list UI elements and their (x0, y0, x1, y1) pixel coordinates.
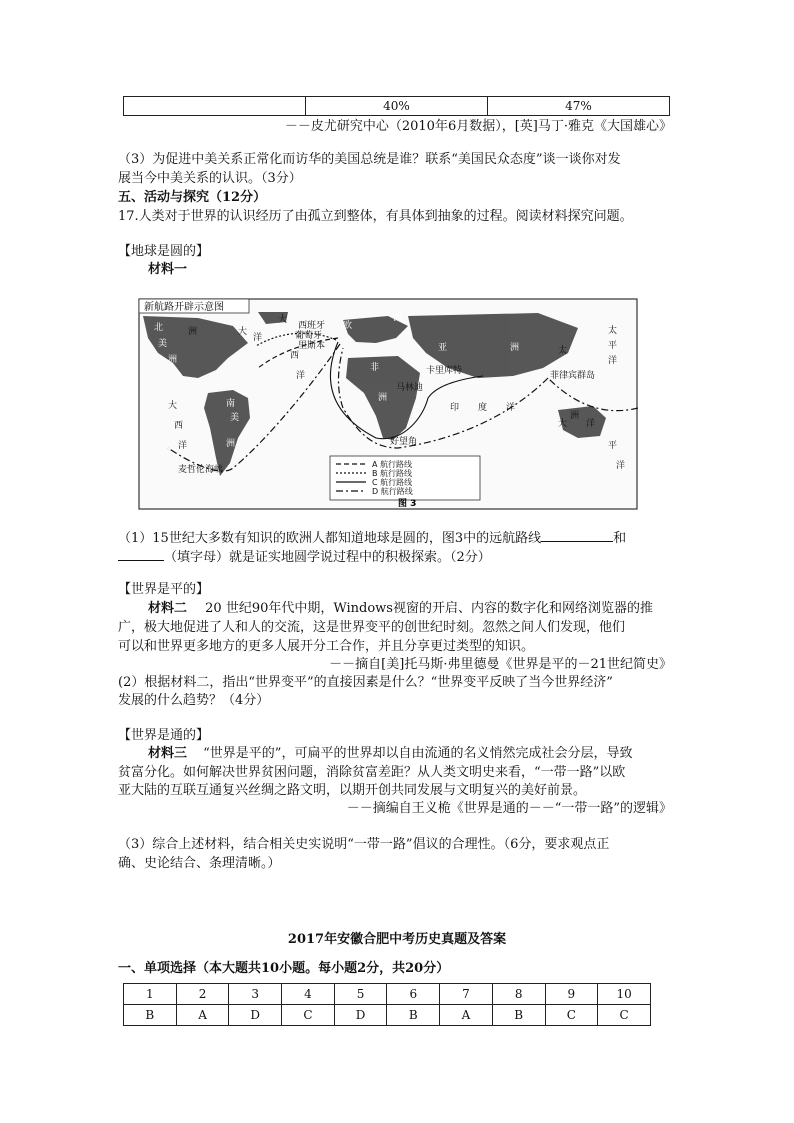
table-cell: C (598, 1005, 651, 1026)
map-label: 大 (168, 401, 178, 411)
table-cell: A (176, 1005, 229, 1026)
map-title: 新航路开辟示意图 (144, 302, 224, 313)
map-label: 洋 (608, 356, 618, 366)
table-cell: 7 (440, 984, 493, 1005)
map-label: 葡萄牙 (295, 331, 323, 341)
material-3-text: “世界是平的”，可扁平的世界却以自由流通的名义悄然完成社会分层，导致 (203, 746, 633, 761)
table-cell: 1 (124, 984, 177, 1005)
question-3-line1: （3）为促进中美关系正常化而访华的美国总统是谁？联系“美国民众态度”谈一谈你对发 (118, 152, 621, 167)
question-3b-line2: 确、史论结合、条理清晰。） (118, 856, 281, 871)
material-2-line2: 广，极大地促进了人和人的交流，这是世界变平的创世纪时刻。忽然之间人们发现，他们 (118, 620, 626, 635)
question-17: 17.人类对于世界的认识经历了由孤立到整体，有具体到抽象的过程。阅读材料探究问题。 (118, 209, 633, 224)
material-2-label: 材料二 (148, 601, 188, 616)
legend-c: C 航行路线 (372, 478, 413, 487)
map-label: 麦哲伦海峡 (178, 465, 224, 475)
material-2-source: －－摘自[美]托马斯·弗里德曼《世界是平的－21世纪简史》 (329, 657, 672, 672)
legend-d: D 航行路线 (372, 487, 413, 496)
map-label: 洋 (253, 333, 263, 343)
answer-blank-2[interactable] (118, 546, 164, 561)
table-cell: 47% (488, 97, 670, 116)
question-1-text-b: 和 (613, 531, 627, 546)
map-label: 西 (174, 421, 184, 431)
table-cell: 6 (387, 984, 440, 1005)
answer-table (123, 983, 651, 1026)
question-2-line1: (2）根据材料二，指出“世界变平”的直接因素是什么？“世界变平反映了当今世界经济” (118, 675, 613, 690)
table-cell: D (334, 1005, 387, 1026)
subheading-connected: 【世界是通的】 (118, 728, 210, 743)
subheading-flat: 【世界是平的】 (118, 582, 210, 597)
table-cell: 3 (229, 984, 282, 1005)
answer-title: 2017年安徽合肥中考历史真题及答案 (287, 932, 507, 947)
table-cell: B (492, 1005, 545, 1026)
question-3b-line1: （3）综合上述材料，结合相关史实说明“一带一路”倡议的合理性。（6分，要求观点正 (118, 837, 610, 852)
table-cell: 9 (545, 984, 598, 1005)
table-cell: 5 (334, 984, 387, 1005)
map-label: 洲 (393, 313, 403, 323)
map-label: 好望角 (390, 437, 418, 447)
map-label: 亚 (438, 343, 448, 353)
section-heading: 五、活动与探究（12分） (118, 190, 267, 205)
question-1-text-c: （填字母）就是证实地圆学说过程中的积极探索。（2分） (164, 550, 491, 565)
table-cell: C (282, 1005, 335, 1026)
answer-section-heading: 一、单项选择（本大题共10小题。每小题2分，共20分） (118, 961, 450, 976)
map-label: 菲律宾群岛 (550, 371, 596, 381)
material-2-line3: 可以和世界更多地方的更多人展开分工合作，并且分享更过类型的知识。 (118, 639, 535, 654)
subheading-round: 【地球是圆的】 (118, 244, 210, 259)
map-label: 里斯本 (298, 341, 326, 351)
material-3-line3: 亚大陆的互联互通复兴丝绸之路文明，以期开创共同发展与文明复兴的美好前景。 (118, 783, 587, 798)
map-label: 洋 (586, 419, 596, 429)
material-3-label: 材料三 (148, 746, 188, 761)
material-2-line1 (148, 600, 653, 618)
map-label: 美 (158, 339, 168, 349)
question-1-text-a: （1）15世纪大多数有知识的欧洲人都知道地球是圆的，图3中的远航路线 (118, 531, 542, 546)
map-label: 大 (558, 419, 568, 429)
question-1-line1 (118, 527, 626, 548)
map-label: 太 (608, 326, 618, 336)
map-label: 非 (370, 363, 380, 373)
material-3-line2: 贫富分化。如何解决世界贫困问题，消除贫富差距？从人类文明史来看，“一带一路”以欧 (118, 765, 626, 780)
material-2-text: 20 世纪90年代中期，Windows视窗的开启、内容的数字化和网络浏览器的推 (205, 601, 653, 616)
map-label: 北 (154, 323, 164, 333)
legend-b: B 航行路线 (372, 469, 413, 478)
answer-blank-1[interactable] (541, 527, 613, 542)
map-label: 大 (278, 315, 288, 325)
new-sea-routes-map (138, 298, 638, 510)
table-cell: 2 (176, 984, 229, 1005)
table-cell: 4 (282, 984, 335, 1005)
map-label: 马林迪 (396, 383, 424, 393)
table-cell: C (545, 1005, 598, 1026)
map-label: 度 (478, 403, 488, 413)
question-2-line2: 发展的什么趋势？（4分） (118, 693, 270, 708)
map-label: 西班牙 (298, 321, 326, 331)
map-label: 洲 (570, 411, 580, 421)
map-label: 洋 (178, 441, 188, 451)
map-label: 洲 (168, 355, 178, 365)
map-label: 洲 (226, 439, 236, 449)
material-3-source: －－摘编自王义桅《世界是通的－－“一带一路”的逻辑》 (346, 801, 672, 816)
stats-table (123, 96, 670, 116)
map-label: 平 (608, 341, 618, 351)
table-row (124, 97, 670, 116)
material-3-line1 (148, 745, 632, 763)
table-cell: D (229, 1005, 282, 1026)
table-cell: A (440, 1005, 493, 1026)
table-row (124, 1005, 651, 1026)
question-1-line2 (118, 546, 491, 567)
map-label: 大 (238, 327, 248, 337)
table-cell: 10 (598, 984, 651, 1005)
figure-label: 图 3 (398, 499, 417, 509)
map-label: 印 (450, 403, 460, 413)
map-label: 洲 (188, 327, 198, 337)
map-label: 西 (290, 351, 300, 361)
source-citation: －－皮尤研究中心（2010年6月数据），[英]马丁·雅克《大国雄心》 (284, 119, 672, 134)
map-label: 南 (226, 399, 236, 409)
table-cell: B (387, 1005, 440, 1026)
table-cell: 40% (306, 97, 488, 116)
map-label: 欧 (343, 321, 353, 331)
map-label: 平 (608, 441, 618, 451)
map-label: 洲 (510, 343, 520, 353)
map-label: 洋 (296, 371, 306, 381)
map-label: 洲 (378, 393, 388, 403)
material-1-label: 材料一 (148, 262, 188, 277)
legend-a: A 航行路线 (372, 460, 413, 469)
map-label: 太 (558, 346, 568, 356)
table-cell (124, 97, 306, 116)
map-label: 洋 (506, 403, 516, 413)
question-3-line2: 展当今中美关系的认识。（3分） (118, 171, 302, 186)
table-row (124, 984, 651, 1005)
table-cell: B (124, 1005, 177, 1026)
map-label: 美 (230, 413, 240, 423)
map-label: 洋 (616, 461, 626, 471)
table-cell: 8 (492, 984, 545, 1005)
map-label: 卡里库特 (426, 366, 463, 376)
